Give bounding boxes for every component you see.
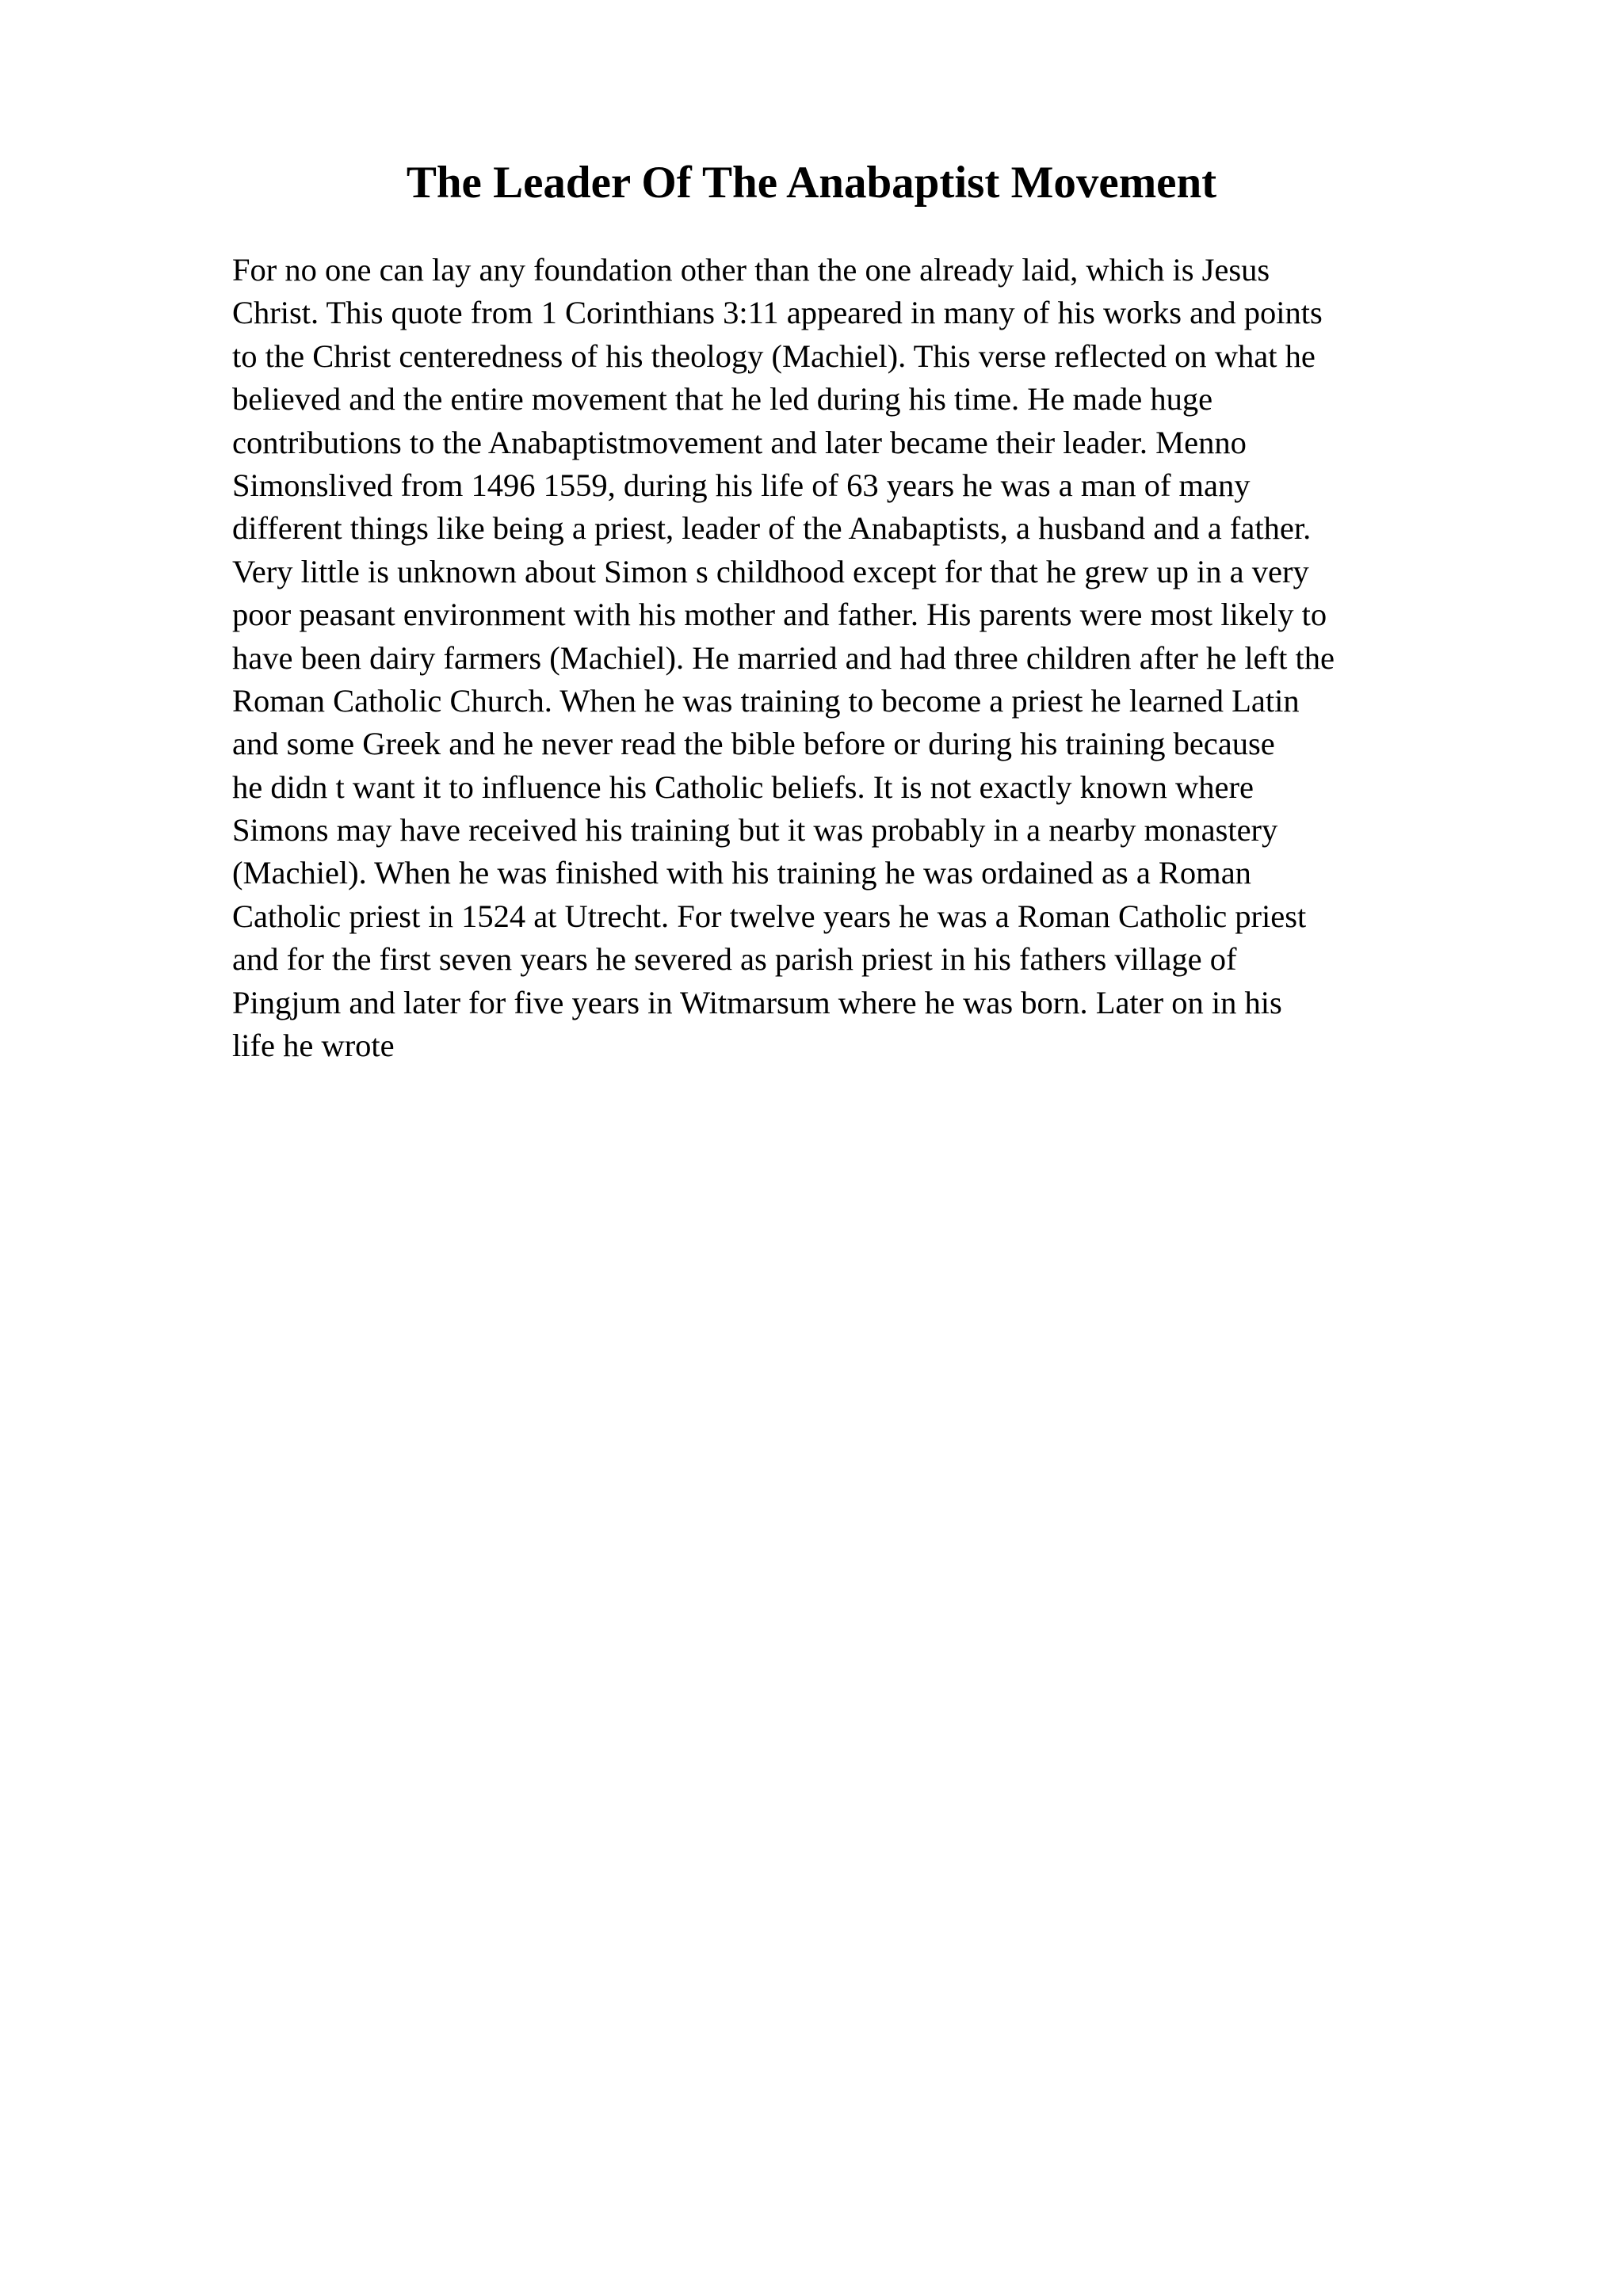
body-line: believed and the entire movement that he led during his time. He made huge [232,381,1213,418]
body-line: Pingjum and later for five years in Witmarsum where he was born. Later on in his [232,984,1282,1020]
body-line: Catholic priest in 1524 at Utrecht. For twelve years he was a Roman Catholic priest [232,898,1307,934]
body-line: to the Christ centeredness of his theology (Machiel). This verse reflected on what he [232,338,1316,374]
body-line: Simons may have received his training but it was probably in a nearby monastery [232,812,1278,849]
body-line: and some Greek and he never read the bible before or during his training because [232,726,1275,762]
body-line: Very little is unknown about Simon s childhood except for that he grew up in a very [232,553,1309,589]
body-line: (Machiel). When he was finished with his training he was ordained as a Roman [232,855,1251,891]
body-line: and for the first seven years he severed as parish priest in his fathers village of [232,941,1237,978]
body-line: poor peasant environment with his mother and father. His parents were most likely to [232,597,1327,633]
body-line: Simonslived from 1496 1559, during his life of 63 years he was a man of many [232,467,1251,503]
body-line: he didn t want it to influence his Catholic beliefs. It is not exactly known where [232,769,1254,805]
body-line: life he wrote [232,1028,395,1064]
body-line: have been dairy farmers (Machiel). He married and had three children after he left the [232,639,1335,676]
body-line: Roman Catholic Church. When he was training to become a priest he learned Latin [232,682,1300,719]
body-line: different things like being a priest, leader of the Anabaptists, a husband and a father. [232,510,1312,547]
body-line: contributions to the Anabaptistmovement and later became their leader. Menno [232,424,1247,460]
document-title: The Leader Of The Anabaptist Movement [406,158,1217,208]
body-line: Christ. This quote from 1 Corinthians 3:11 appeared in many of his works and points [232,295,1323,331]
document-body [232,249,1532,1067]
body-line: For no one can lay any foundation other than the one already laid, which is Jesus [232,252,1270,288]
